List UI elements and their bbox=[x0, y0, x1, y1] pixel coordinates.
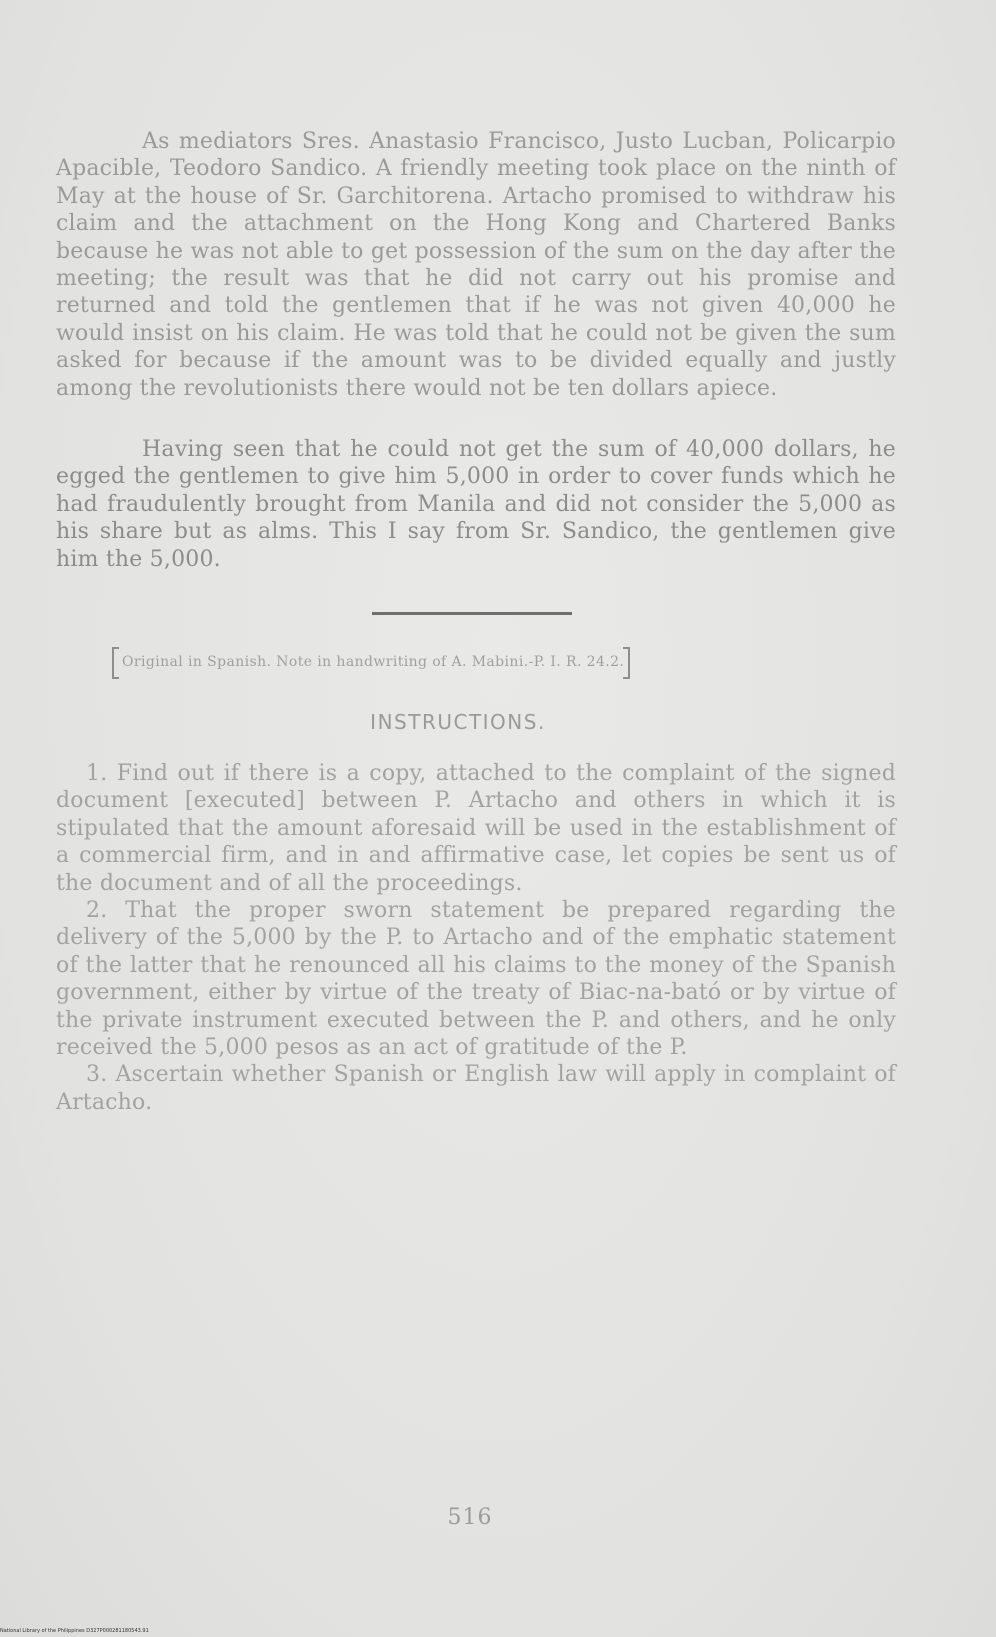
paragraph-sum bbox=[56, 436, 896, 573]
source-note: Original in Spanish. Note in handwriting of A. Mabini.-P. I. R. 24.2. bbox=[112, 648, 630, 676]
archive-footer: National Library of the Philippines D327P000281180543.91 bbox=[0, 1628, 149, 1634]
section-divider bbox=[372, 612, 572, 615]
instructions-list bbox=[56, 760, 896, 1116]
instruction-item: 3. Ascertain whether Spanish or English law will apply in complaint of Artacho. bbox=[56, 1062, 896, 1115]
paragraph-text: As mediators Sres. Anastasio Francisco, Justo Lucban, Policarpio Apacible, Teodoro Sandico. A friendly meeting took place on the ninth of May at the house of Sr. Garchitorena. Artacho promised to withdraw his claim and the attachment on the Hong Kong and Chartered Banks because he was not able to get possession of the sum on the day after the meeting; the result was that he did not carry out his promise and returned and told the gentlemen that if he was not given 40,000 he would insist on his claim. He was told that he could not be given the sum asked for because if the amount was to be divided equally and justly among the revolutionists there would not be ten dollars apiece. bbox=[56, 129, 896, 401]
instruction-item: 1. Find out if there is a copy, attached to the complaint of the signed document [executed] between P. Artacho and others in which it is stipulated that the amount aforesaid will be used in the establishment of a commercial firm, and in and affirmative case, let copies be sent us of the document and of all the proceedings. bbox=[56, 761, 896, 896]
page-number: 516 bbox=[447, 1505, 493, 1530]
section-heading: INSTRUCTIONS. bbox=[370, 710, 546, 734]
paragraph-mediators bbox=[56, 128, 896, 402]
paragraph-text: Having seen that he could not get the sum of 40,000 dollars, he egged the gentlemen to give him 5,000 in order to cover funds which he had fraudulently brought from Manila and did not consider the 5,000 as his share but as alms. This I say from Sr. Sandico, the gentlemen give him the 5,000. bbox=[56, 437, 896, 572]
instruction-item: 2. That the proper sworn statement be prepared regarding the delivery of the 5,000 by the P. to Artacho and of the emphatic statement of the latter that he renounced all his claims to the money of the Spanish government, either by virtue of the treaty of Biac-na-bató or by virtue of the private instrument executed between the P. and others, and he only received the 5,000 pesos as an act of gratitude of the P. bbox=[56, 898, 896, 1061]
